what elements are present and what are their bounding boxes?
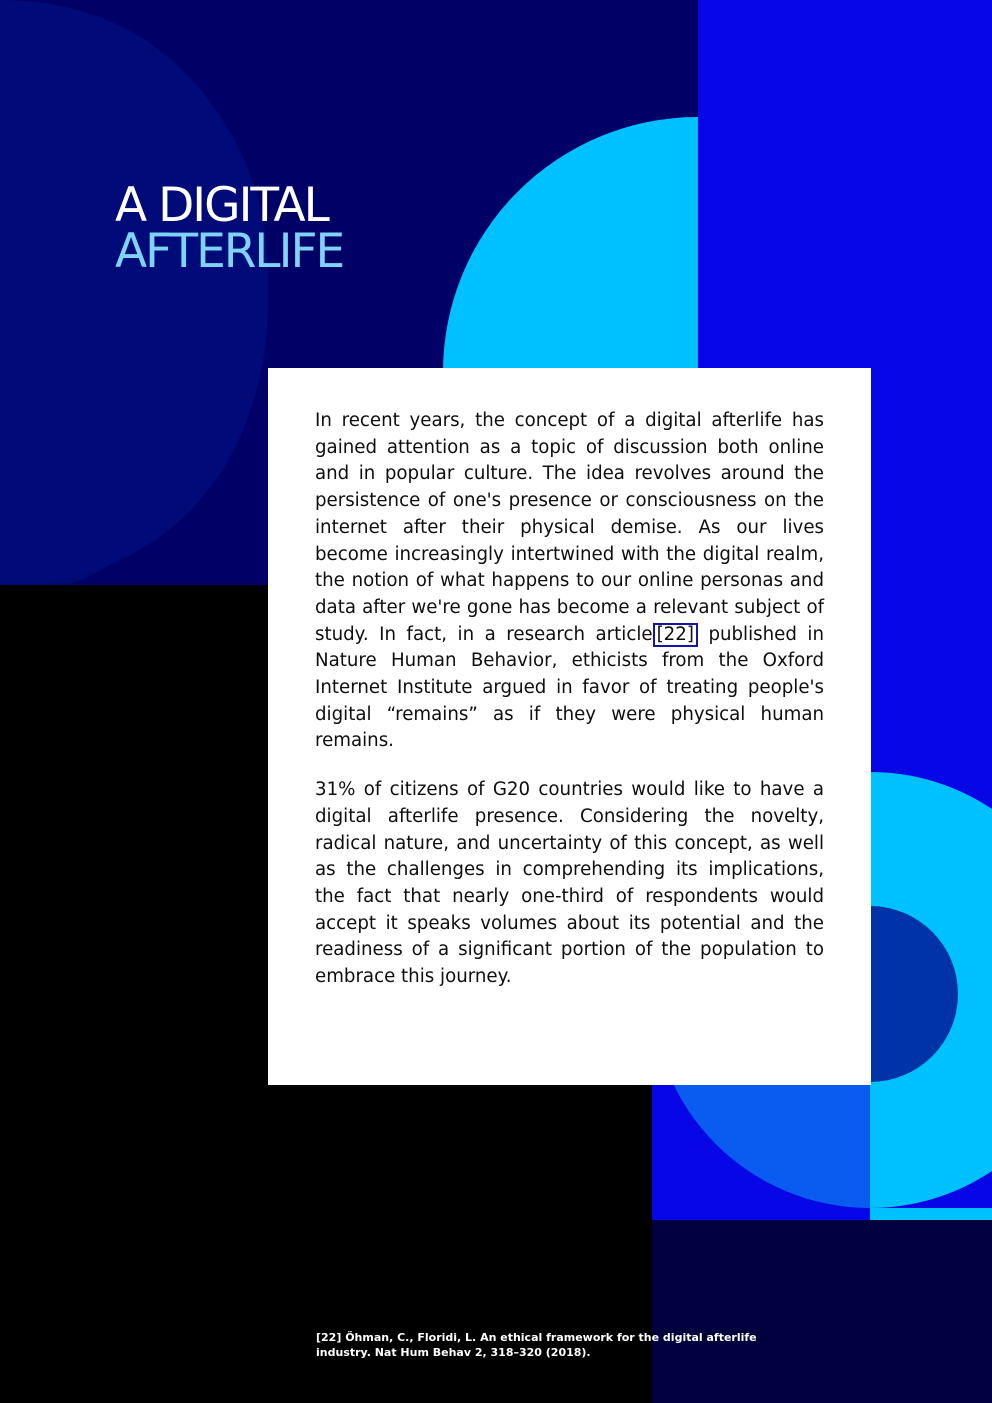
paragraph-1 <box>315 408 824 755</box>
content-card <box>268 368 871 1085</box>
paragraph-1-text-after: published in Nature Human Behavior, ethicists from the Oxford Internet Institute argued in favor of treating people's digital “remains” as if they were physical human remains. <box>315 623 825 752</box>
title-line-1: A DIGITAL <box>115 178 328 233</box>
footnote: [22] Öhman, C., Floridi, L. An ethical framework for the digital afterlife industry. Nat Hum Behav 2, 318–320 (2018). <box>316 1331 757 1359</box>
page-title <box>115 178 344 279</box>
citation-link[interactable]: [22] <box>653 623 698 647</box>
title-line-2: AFTERLIFE <box>115 224 344 279</box>
paragraph-1-text-before: In recent years, the concept of a digital afterlife has gained attention as a topic of discussion both online and in popular culture. The idea revolves around the persistence of one's presence or consciousness on the internet after their physical demise. As our lives become increasingly intertwined with the digital realm, the notion of what happens to our online personas and data after we're gone has become a relevant subject of study. In fact, in a research article <box>315 410 824 645</box>
paragraph-2: 31% of citizens of G20 countries would like to have a digital afterlife presence. Considering the novelty, radical nature, and uncertainty of this concept, as well as the challenges in comprehending its implications, the fact that nearly one-third of respondents would accept it speaks volumes about its potential and the readiness of a significant portion of the population to embrace this journey. <box>315 779 824 988</box>
bg-dark-navy-block <box>652 1220 992 1403</box>
bg-lower-right-strip <box>870 1208 992 1220</box>
